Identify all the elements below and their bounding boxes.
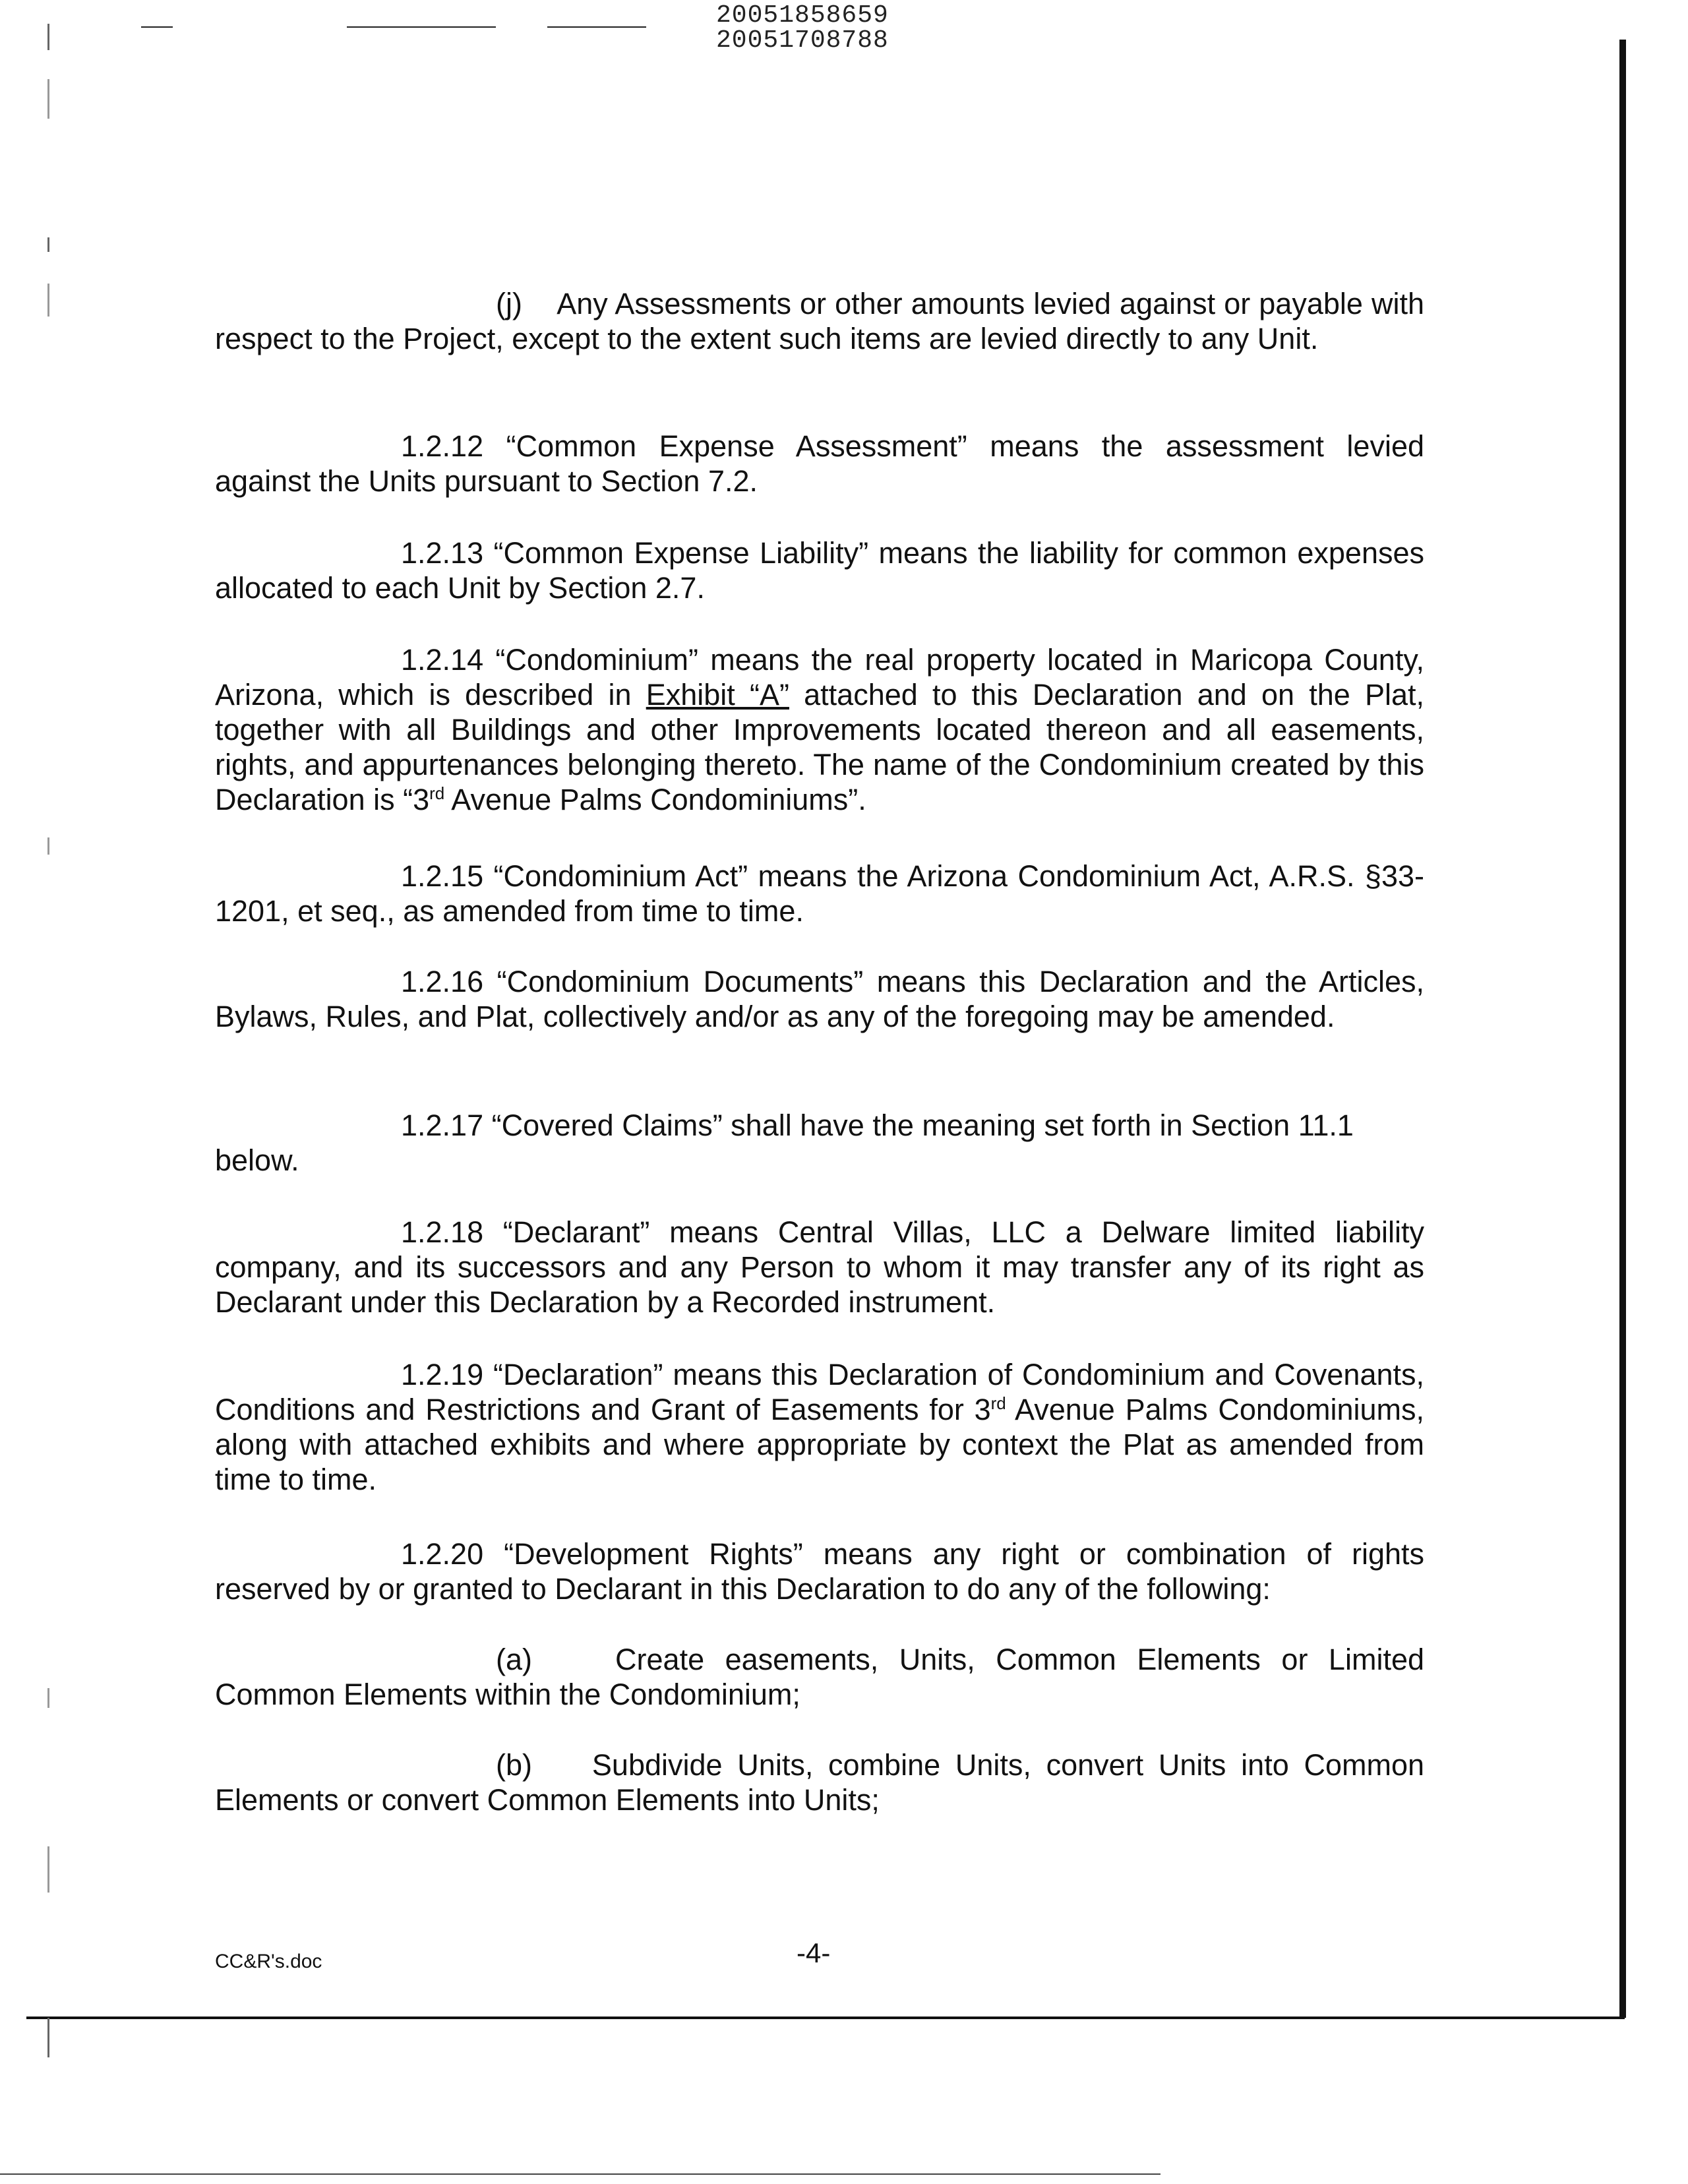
paragraph-1-2-20: 1.2.20 “Development Rights” means any right or combination of rights reserved by or granted to Declarant in this Declaration to do any of the following: [215,1537,1424,1606]
item-label: (a) [496,1643,532,1676]
margin-mark [47,1846,49,1893]
header-rule-right [547,26,646,28]
margin-mark [47,837,49,855]
margin-mark [47,1688,49,1708]
header-rule-middle [347,26,496,28]
paragraph-b: (b) Subdivide Units, combine Units, convert Units into Common Elements or convert Common Elements into Units; [215,1748,1424,1817]
paragraph-1-2-15: 1.2.15 “Condominium Act” means the Arizona Condominium Act, A.R.S. §33-1201, et seq., as amended from time to time. [215,859,1424,928]
paragraph-a: (a) Create easements, Units, Common Elements or Limited Common Elements within the Condominium; [215,1643,1424,1711]
bottom-border [26,2017,1625,2019]
paragraph-j: (j) Any Assessments or other amounts levied against or payable with respect to the Project, except to the extent such items are levied directly to any Unit. [215,287,1424,355]
record-number-1: 20051858659 [716,1,889,30]
paragraph-1-2-19: 1.2.19 “Declaration” means this Declaration of Condominium and Covenants, Conditions and Restrictions and Grant of Easements for 3rd Avenue Palms Condominiums, along with attached exhibits and where appropriate by context the Plat as amended from time to time. [215,1358,1424,1496]
paragraph-1-2-18: 1.2.18 “Declarant” means Central Villas, LLC a Delware limited liability company, and its successors and any Person to whom it may transfer any of its right as Declarant under this Declaration by a Recorded instrument. [215,1215,1424,1319]
paragraph-1-2-17: 1.2.17 “Covered Claims” shall have the meaning set forth in Section 11.1 below. [215,1108,1354,1177]
header-rule-left [141,26,173,28]
paragraph-1-2-16: 1.2.16 “Condominium Documents” means this Declaration and the Articles, Bylaws, Rules, and Plat, collectively and/or as any of the foregoing may be amended. [215,965,1424,1033]
paragraph-1-2-14: 1.2.14 “Condominium” means the real property located in Maricopa County, Arizona, which is described in Exhibit “A” attached to this Declaration and on the Plat, together with all Buildings and other Improvements located thereon and all easements, rights, and appurtenances belonging thereto. The name of the Condominium created by this Declaration is “3rd Avenue Palms Condominiums”. [215,643,1424,816]
item-label: (b) [496,1748,532,1782]
margin-mark [47,2018,49,2057]
page-number: -4- [797,1937,831,1968]
right-border [1619,40,1626,2018]
paragraph-1-2-12: 1.2.12 “Common Expense Assessment” means the assessment levied against the Units pursuant to Section 7.2. [215,429,1424,498]
exhibit-a-reference: Exhibit “A” [646,678,789,712]
margin-mark [47,237,49,252]
margin-mark [47,284,49,317]
bottom-edge-line [0,2173,1160,2175]
footer-file-name: CC&R's.doc [215,1951,322,1972]
margin-mark [47,79,49,119]
record-number-2: 20051708788 [716,26,889,55]
item-label: (j) [496,287,522,320]
margin-mark [47,24,49,50]
paragraph-1-2-13: 1.2.13 “Common Expense Liability” means the liability for common expenses allocated to each Unit by Section 2.7. [215,536,1424,605]
